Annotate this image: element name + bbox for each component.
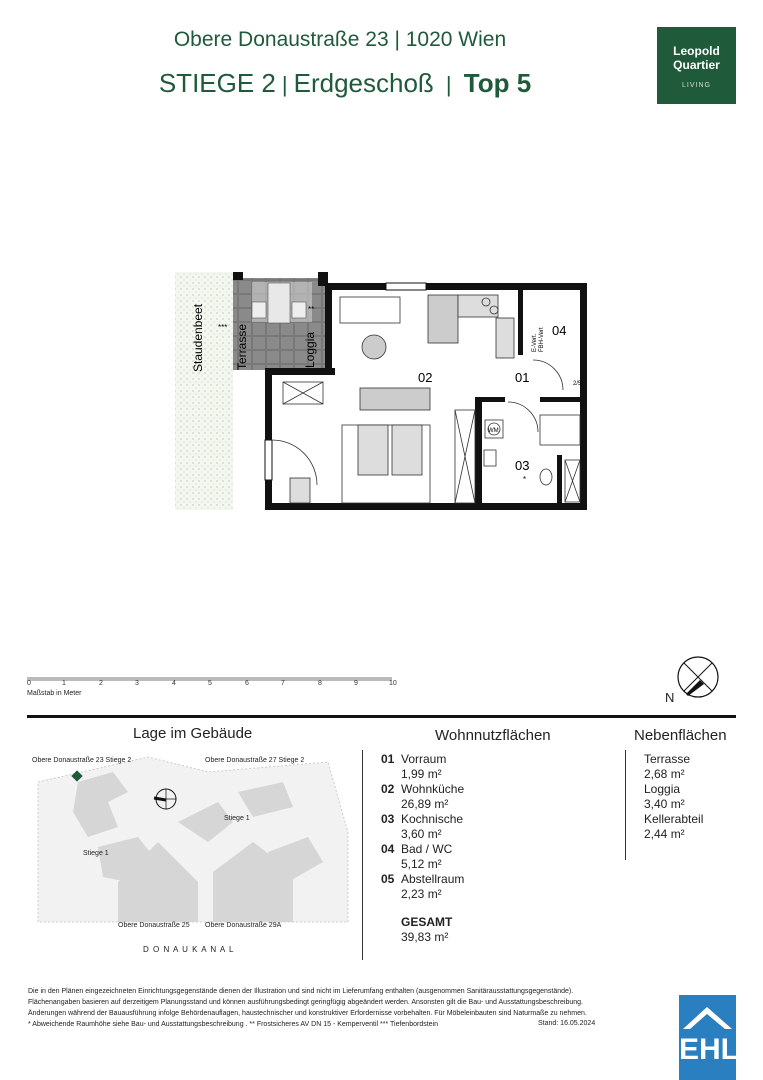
- scale-tick: 4: [172, 680, 176, 687]
- staudenbeet-label: Staudenbeet: [191, 303, 205, 372]
- scale-tick: 10: [389, 680, 397, 687]
- section-divider: [27, 715, 736, 718]
- door-label: 2/5: [573, 381, 582, 387]
- scale-tick: 6: [245, 680, 249, 687]
- scale-tick: 1: [62, 680, 66, 687]
- room-num: 02: [381, 782, 395, 796]
- scale-tick: 5: [208, 680, 212, 687]
- footer-line: * Abweichende Raumhöhe siehe Bau- und Ausstattungsbeschreibung . ** Frostsicheres AV DN 15 - Kemperventil *** Tiefenbordstein: [28, 1021, 438, 1028]
- room-04-label: 04: [552, 323, 567, 338]
- secondary-list: [644, 752, 703, 842]
- ehl-logo: [679, 995, 739, 1080]
- room-01-label: 01: [515, 370, 530, 385]
- address-title: Obere Donaustraße 23 | 1020 Wien: [173, 28, 507, 51]
- stars3-label: ***: [218, 323, 228, 332]
- scale-tick: 3: [135, 680, 139, 687]
- room-row: [381, 812, 464, 827]
- footer-notes: [28, 986, 603, 1030]
- room-num: 05: [381, 872, 395, 886]
- wm-label: WM: [488, 428, 499, 434]
- living-room-list: [381, 752, 464, 945]
- unit-title: STIEGE 2 | Erdgeschoß | Top 5: [158, 68, 532, 98]
- room-area: 5,12 m²: [401, 857, 442, 871]
- stand-date: Stand: 16.05.2024: [538, 1020, 596, 1027]
- map-label-od23: Obere Donaustraße 23 Stiege 2: [32, 757, 132, 764]
- secondary-name: Kellerabteil: [644, 812, 704, 826]
- footer-line: Änderungen während der Bauausführung infolge Behördenauflagen, haustechnischer und konstruktiver Erfordernisse vorbehalten. Für Möbeleinbauten sind Naturmaße zu nehmen.: [28, 1010, 587, 1017]
- logo-line2: Quartier: [673, 58, 720, 72]
- floor-plan: [170, 268, 590, 513]
- room-row: [381, 752, 464, 767]
- room-03-label: 03: [515, 458, 530, 473]
- room-row: [381, 782, 464, 797]
- footer-line: Die in den Plänen eingezeichneten Einrichtungsgegenstände dienen der Illustration und sind nicht im Lieferumfang enthalten (ausgenommen Sanitärausstattungsgegenstände).: [28, 988, 574, 995]
- evert-label: E-Vert.: [532, 333, 538, 352]
- scale-caption: Maßstab in Meter: [27, 690, 82, 697]
- floor-label: Erdgeschoß: [293, 68, 434, 98]
- room-area: 2,23 m²: [401, 887, 442, 901]
- room-area: 1,99 m²: [401, 767, 442, 781]
- column-divider-1: [362, 750, 363, 960]
- stars2-label: **: [308, 305, 315, 314]
- room-row: [381, 842, 464, 857]
- scale-tick: 9: [354, 680, 358, 687]
- location-map: [28, 752, 358, 957]
- unit-label: Top 5: [463, 68, 532, 98]
- map-label-canal: D O N A U K A N A L: [143, 945, 235, 954]
- room-area: 3,60 m²: [401, 827, 442, 841]
- terrasse-label: Terrasse: [235, 323, 249, 370]
- ehl-text: EHL: [679, 1033, 739, 1066]
- room-name: Kochnische: [401, 812, 464, 826]
- secondary-title: Nebenflächen: [634, 727, 727, 744]
- room-row: [381, 872, 464, 887]
- loggia-label: Loggia: [303, 331, 317, 368]
- living-title: Wohnnutzflächen: [435, 727, 551, 744]
- column-divider-2: [625, 750, 626, 860]
- total-area: 39,83 m²: [401, 930, 449, 944]
- secondary-area: 2,44 m²: [644, 827, 685, 841]
- scale-ticks: [27, 680, 407, 692]
- room-name: Bad / WC: [401, 842, 453, 856]
- stair-label: STIEGE 2: [158, 68, 276, 98]
- room-name: Wohnküche: [401, 782, 465, 796]
- secondary-area: 3,40 m²: [644, 797, 685, 811]
- map-label-od29a: Obere Donaustraße 29A: [205, 922, 282, 929]
- fbh-label: FBH-Vert: [539, 327, 545, 352]
- room-area: 26,89 m²: [401, 797, 449, 811]
- room-name: Vorraum: [401, 752, 447, 766]
- scale-tick: 8: [318, 680, 322, 687]
- map-label-od27: Obere Donaustraße 27 Stiege 2: [205, 757, 305, 764]
- logo-line3: LIVING: [682, 82, 711, 89]
- map-label-stiege1b: Stiege 1: [83, 850, 109, 857]
- logo-line1: Leopold: [673, 44, 720, 58]
- secondary-name: Loggia: [644, 782, 681, 796]
- secondary-area: 2,68 m²: [644, 767, 685, 781]
- room-num: 03: [381, 812, 395, 826]
- map-label-od25: Obere Donaustraße 25: [118, 922, 190, 929]
- scale-tick: 7: [281, 680, 285, 687]
- leopold-quartier-logo: [657, 27, 736, 104]
- north-label: N: [665, 690, 675, 705]
- scale-tick: 2: [99, 680, 103, 687]
- total-label: GESAMT: [401, 915, 453, 929]
- room-name: Abstellraum: [401, 872, 465, 886]
- room-num: 01: [381, 752, 395, 766]
- secondary-name: Terrasse: [644, 752, 691, 766]
- map-label-stiege1a: Stiege 1: [224, 815, 250, 822]
- room-02-label: 02: [418, 370, 433, 385]
- room-num: 04: [381, 842, 395, 856]
- location-title: Lage im Gebäude: [133, 725, 253, 742]
- footer-line: Flächenangaben basieren auf derzeitigem Planungsstand und können ausführungsbedingt geringfügig abgeändert werden. Ansonsten gilt die Bau- und Ausstattungsbeschreibung.: [28, 999, 583, 1006]
- scale-tick: 0: [27, 680, 31, 687]
- star1-label: *: [523, 475, 527, 484]
